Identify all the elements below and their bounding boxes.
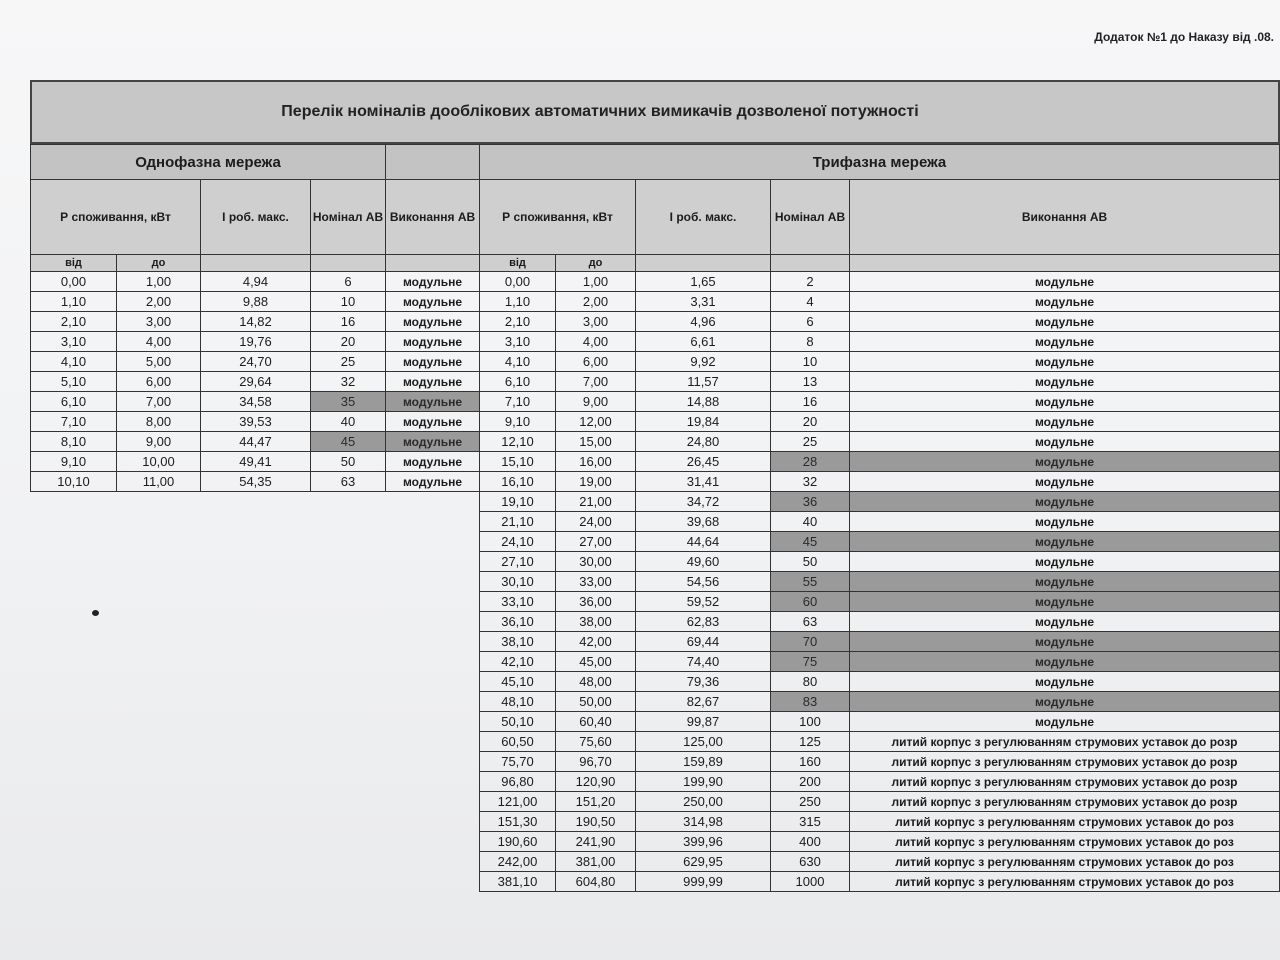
cell-nom: 1000	[771, 872, 850, 892]
cell-exec: модульне	[850, 572, 1280, 592]
cell-exec: модульне	[386, 312, 480, 332]
single-col-p: Р споживання, кВт	[31, 180, 201, 255]
cell-nom: 315	[771, 812, 850, 832]
table-row	[480, 752, 1280, 772]
three-sub-gap	[850, 255, 1280, 272]
table-row	[480, 632, 1280, 652]
cell-exec: модульне	[850, 272, 1280, 292]
cell-nom: 63	[311, 472, 386, 492]
table-row	[480, 612, 1280, 632]
table-row	[480, 532, 1280, 552]
cell-i: 125,00	[636, 732, 771, 752]
cell-nom: 2	[771, 272, 850, 292]
cell-to: 2,00	[556, 292, 636, 312]
cell-to: 6,00	[117, 372, 201, 392]
cell-i: 54,56	[636, 572, 771, 592]
single-col-exec: Виконання АВ	[386, 180, 480, 255]
cell-from: 3,10	[31, 332, 117, 352]
cell-exec: литий корпус з регулюванням струмових уставок до роз	[850, 812, 1280, 832]
cell-exec: модульне	[386, 272, 480, 292]
cell-from: 4,10	[31, 352, 117, 372]
cell-to: 4,00	[117, 332, 201, 352]
cell-from: 3,10	[480, 332, 556, 352]
cell-from: 7,10	[31, 412, 117, 432]
cell-i: 1,65	[636, 272, 771, 292]
cell-nom: 70	[771, 632, 850, 652]
three-col-from: від	[480, 255, 556, 272]
cell-nom: 6	[771, 312, 850, 332]
cell-to: 60,40	[556, 712, 636, 732]
table-row	[31, 472, 480, 492]
cell-exec: модульне	[386, 412, 480, 432]
cell-nom: 250	[771, 792, 850, 812]
cell-nom: 50	[311, 452, 386, 472]
cell-from: 1,10	[31, 292, 117, 312]
cell-nom: 40	[771, 512, 850, 532]
cell-exec: модульне	[850, 672, 1280, 692]
cell-to: 42,00	[556, 632, 636, 652]
cell-nom: 13	[771, 372, 850, 392]
single-col-i: І роб. макс.	[201, 180, 311, 255]
cell-from: 2,10	[480, 312, 556, 332]
cell-exec: литий корпус з регулюванням струмових уставок до розр	[850, 772, 1280, 792]
cell-exec: литий корпус з регулюванням струмових уставок до розр	[850, 732, 1280, 752]
cell-exec: модульне	[850, 712, 1280, 732]
cell-to: 2,00	[117, 292, 201, 312]
table-row	[480, 272, 1280, 292]
table-row	[31, 372, 480, 392]
table-row	[480, 732, 1280, 752]
cell-from: 12,10	[480, 432, 556, 452]
cell-exec: литий корпус з регулюванням струмових уставок до розр	[850, 752, 1280, 772]
cell-exec: модульне	[850, 312, 1280, 332]
table-row	[480, 812, 1280, 832]
cell-i: 4,96	[636, 312, 771, 332]
table-row	[480, 652, 1280, 672]
cell-exec: модульне	[850, 472, 1280, 492]
cell-nom: 20	[771, 412, 850, 432]
table-row	[480, 712, 1280, 732]
cell-from: 6,10	[480, 372, 556, 392]
three-phase-rows	[480, 272, 1280, 892]
cell-nom: 16	[311, 312, 386, 332]
cell-i: 629,95	[636, 852, 771, 872]
table-row	[31, 332, 480, 352]
cell-exec: модульне	[850, 592, 1280, 612]
cell-exec: модульне	[386, 372, 480, 392]
cell-from: 16,10	[480, 472, 556, 492]
cell-nom: 630	[771, 852, 850, 872]
table-row	[31, 412, 480, 432]
cell-i: 54,35	[201, 472, 311, 492]
cell-from: 60,50	[480, 732, 556, 752]
cell-to: 16,00	[556, 452, 636, 472]
single-col-nom: Номінал АВ	[311, 180, 386, 255]
cell-nom: 36	[771, 492, 850, 512]
cell-exec: литий корпус з регулюванням струмових уставок до розр	[850, 792, 1280, 812]
cell-exec: модульне	[850, 432, 1280, 452]
cell-from: 24,10	[480, 532, 556, 552]
table-row	[31, 392, 480, 412]
three-col-i: І роб. макс.	[636, 180, 771, 255]
cell-nom: 28	[771, 452, 850, 472]
cell-from: 36,10	[480, 612, 556, 632]
table-row	[480, 352, 1280, 372]
cell-i: 24,80	[636, 432, 771, 452]
cell-from: 42,10	[480, 652, 556, 672]
cell-i: 39,68	[636, 512, 771, 532]
three-sub-gap	[771, 255, 850, 272]
cell-from: 33,10	[480, 592, 556, 612]
cell-from: 8,10	[31, 432, 117, 452]
cell-exec: модульне	[850, 692, 1280, 712]
cell-exec: модульне	[850, 512, 1280, 532]
table-row	[480, 472, 1280, 492]
cell-to: 7,00	[117, 392, 201, 412]
cell-exec: литий корпус з регулюванням струмових уставок до роз	[850, 852, 1280, 872]
table-row	[480, 512, 1280, 532]
cell-from: 30,10	[480, 572, 556, 592]
cell-nom: 35	[311, 392, 386, 412]
cell-from: 38,10	[480, 632, 556, 652]
cell-to: 9,00	[556, 392, 636, 412]
cell-to: 151,20	[556, 792, 636, 812]
cell-to: 24,00	[556, 512, 636, 532]
single-sub-gap	[386, 255, 480, 272]
cell-from: 9,10	[31, 452, 117, 472]
three-phase-table	[479, 144, 1280, 892]
cell-from: 151,30	[480, 812, 556, 832]
cell-to: 7,00	[556, 372, 636, 392]
three-col-nom: Номінал АВ	[771, 180, 850, 255]
cell-exec: литий корпус з регулюванням струмових уставок до роз	[850, 872, 1280, 892]
cell-i: 14,82	[201, 312, 311, 332]
cell-to: 9,00	[117, 432, 201, 452]
cell-i: 999,99	[636, 872, 771, 892]
cell-exec: модульне	[850, 352, 1280, 372]
cell-from: 48,10	[480, 692, 556, 712]
cell-from: 190,60	[480, 832, 556, 852]
table-row	[480, 552, 1280, 572]
cell-i: 99,87	[636, 712, 771, 732]
three-col-p: Р споживання, кВт	[480, 180, 636, 255]
cell-i: 31,41	[636, 472, 771, 492]
cell-from: 9,10	[480, 412, 556, 432]
table-row	[480, 832, 1280, 852]
cell-to: 38,00	[556, 612, 636, 632]
table-row	[480, 312, 1280, 332]
cell-to: 45,00	[556, 652, 636, 672]
cell-i: 26,45	[636, 452, 771, 472]
cell-exec: модульне	[850, 632, 1280, 652]
cell-to: 75,60	[556, 732, 636, 752]
single-col-from: від	[31, 255, 117, 272]
cell-nom: 45	[771, 532, 850, 552]
cell-nom: 50	[771, 552, 850, 572]
cell-i: 62,83	[636, 612, 771, 632]
single-sub-gap	[311, 255, 386, 272]
cell-to: 3,00	[556, 312, 636, 332]
cell-i: 399,96	[636, 832, 771, 852]
cell-nom: 4	[771, 292, 850, 312]
cell-to: 10,00	[117, 452, 201, 472]
cell-to: 381,00	[556, 852, 636, 872]
table-row	[480, 292, 1280, 312]
single-phase-heading: Однофазна мережа	[31, 145, 386, 180]
table-row	[31, 292, 480, 312]
three-phase-heading: Трифазна мережа	[480, 145, 1280, 180]
table-row	[31, 432, 480, 452]
cell-to: 33,00	[556, 572, 636, 592]
cell-from: 2,10	[31, 312, 117, 332]
table-row	[31, 312, 480, 332]
title-box	[30, 80, 1280, 144]
cell-nom: 75	[771, 652, 850, 672]
three-col-to: до	[556, 255, 636, 272]
table-row	[480, 592, 1280, 612]
table-row	[31, 272, 480, 292]
table-row	[480, 772, 1280, 792]
table-row	[480, 672, 1280, 692]
cell-i: 6,61	[636, 332, 771, 352]
cell-i: 9,88	[201, 292, 311, 312]
cell-to: 3,00	[117, 312, 201, 332]
cell-i: 82,67	[636, 692, 771, 712]
cell-i: 314,98	[636, 812, 771, 832]
table-row	[480, 452, 1280, 472]
cell-exec: модульне	[386, 472, 480, 492]
cell-nom: 63	[771, 612, 850, 632]
cell-exec: модульне	[850, 332, 1280, 352]
cell-to: 241,90	[556, 832, 636, 852]
cell-from: 1,10	[480, 292, 556, 312]
cell-i: 44,47	[201, 432, 311, 452]
cell-to: 30,00	[556, 552, 636, 572]
cell-exec: модульне	[386, 452, 480, 472]
cell-from: 50,10	[480, 712, 556, 732]
cell-nom: 32	[771, 472, 850, 492]
table-row	[480, 492, 1280, 512]
cell-exec: модульне	[850, 612, 1280, 632]
cell-from: 45,10	[480, 672, 556, 692]
cell-to: 15,00	[556, 432, 636, 452]
cell-from: 15,10	[480, 452, 556, 472]
cell-from: 7,10	[480, 392, 556, 412]
table-row	[31, 452, 480, 472]
single-phase-table	[30, 144, 480, 492]
cell-nom: 125	[771, 732, 850, 752]
table-row	[480, 852, 1280, 872]
cell-i: 11,57	[636, 372, 771, 392]
cell-to: 50,00	[556, 692, 636, 712]
cell-nom: 16	[771, 392, 850, 412]
table-row	[480, 372, 1280, 392]
cell-i: 250,00	[636, 792, 771, 812]
cell-to: 1,00	[556, 272, 636, 292]
cell-exec: литий корпус з регулюванням струмових уставок до роз	[850, 832, 1280, 852]
cell-i: 9,92	[636, 352, 771, 372]
cell-nom: 83	[771, 692, 850, 712]
cell-from: 10,10	[31, 472, 117, 492]
cell-to: 190,50	[556, 812, 636, 832]
single-col-to: до	[117, 255, 201, 272]
single-phase-heading-gap	[386, 145, 480, 180]
cell-exec: модульне	[386, 392, 480, 412]
three-col-exec: Виконання АВ	[850, 180, 1280, 255]
cell-i: 49,41	[201, 452, 311, 472]
cell-i: 74,40	[636, 652, 771, 672]
cell-from: 4,10	[480, 352, 556, 372]
annex-reference: Додаток №1 до Наказу від .08.	[1094, 30, 1274, 44]
cell-exec: модульне	[850, 492, 1280, 512]
cell-nom: 20	[311, 332, 386, 352]
cell-exec: модульне	[386, 332, 480, 352]
cell-i: 79,36	[636, 672, 771, 692]
cell-exec: модульне	[850, 552, 1280, 572]
cell-from: 121,00	[480, 792, 556, 812]
cell-to: 604,80	[556, 872, 636, 892]
cell-i: 19,76	[201, 332, 311, 352]
cell-to: 120,90	[556, 772, 636, 792]
cell-nom: 100	[771, 712, 850, 732]
cell-from: 242,00	[480, 852, 556, 872]
cell-from: 0,00	[480, 272, 556, 292]
cell-nom: 160	[771, 752, 850, 772]
cell-nom: 45	[311, 432, 386, 452]
cell-from: 0,00	[31, 272, 117, 292]
cell-to: 11,00	[117, 472, 201, 492]
cell-exec: модульне	[850, 292, 1280, 312]
cell-exec: модульне	[850, 412, 1280, 432]
cell-exec: модульне	[386, 292, 480, 312]
cell-exec: модульне	[850, 392, 1280, 412]
cell-exec: модульне	[850, 652, 1280, 672]
cell-to: 48,00	[556, 672, 636, 692]
cell-to: 27,00	[556, 532, 636, 552]
cell-i: 199,90	[636, 772, 771, 792]
cell-nom: 10	[771, 352, 850, 372]
cell-nom: 25	[311, 352, 386, 372]
table-row	[480, 412, 1280, 432]
cell-nom: 40	[311, 412, 386, 432]
cell-i: 49,60	[636, 552, 771, 572]
cell-to: 96,70	[556, 752, 636, 772]
cell-i: 39,53	[201, 412, 311, 432]
cell-i: 3,31	[636, 292, 771, 312]
cell-nom: 200	[771, 772, 850, 792]
cell-nom: 25	[771, 432, 850, 452]
single-sub-gap	[201, 255, 311, 272]
cell-nom: 8	[771, 332, 850, 352]
cell-to: 6,00	[556, 352, 636, 372]
cell-to: 4,00	[556, 332, 636, 352]
three-sub-gap	[636, 255, 771, 272]
ink-spot	[92, 610, 99, 616]
cell-to: 19,00	[556, 472, 636, 492]
cell-i: 24,70	[201, 352, 311, 372]
cell-nom: 6	[311, 272, 386, 292]
cell-from: 6,10	[31, 392, 117, 412]
cell-from: 5,10	[31, 372, 117, 392]
cell-exec: модульне	[850, 372, 1280, 392]
cell-from: 96,80	[480, 772, 556, 792]
single-phase-rows	[31, 272, 480, 492]
table-row	[480, 332, 1280, 352]
table-row	[480, 692, 1280, 712]
cell-i: 19,84	[636, 412, 771, 432]
cell-exec: модульне	[386, 432, 480, 452]
table-row	[480, 572, 1280, 592]
cell-to: 1,00	[117, 272, 201, 292]
cell-nom: 10	[311, 292, 386, 312]
cell-i: 34,72	[636, 492, 771, 512]
document-title: Перелік номіналів дооблікових автоматичних вимикачів дозволеної потужності	[281, 103, 919, 120]
cell-from: 19,10	[480, 492, 556, 512]
cell-nom: 32	[311, 372, 386, 392]
cell-to: 5,00	[117, 352, 201, 372]
cell-nom: 400	[771, 832, 850, 852]
cell-i: 14,88	[636, 392, 771, 412]
cell-i: 34,58	[201, 392, 311, 412]
cell-to: 21,00	[556, 492, 636, 512]
cell-i: 44,64	[636, 532, 771, 552]
cell-from: 21,10	[480, 512, 556, 532]
cell-i: 4,94	[201, 272, 311, 292]
cell-i: 159,89	[636, 752, 771, 772]
cell-from: 27,10	[480, 552, 556, 572]
table-row	[480, 392, 1280, 412]
cell-exec: модульне	[850, 532, 1280, 552]
table-row	[31, 352, 480, 372]
cell-to: 12,00	[556, 412, 636, 432]
cell-i: 69,44	[636, 632, 771, 652]
cell-from: 75,70	[480, 752, 556, 772]
cell-i: 59,52	[636, 592, 771, 612]
cell-i: 29,64	[201, 372, 311, 392]
cell-nom: 55	[771, 572, 850, 592]
table-row	[480, 432, 1280, 452]
cell-nom: 80	[771, 672, 850, 692]
cell-exec: модульне	[386, 352, 480, 372]
cell-nom: 60	[771, 592, 850, 612]
cell-to: 36,00	[556, 592, 636, 612]
table-row	[480, 792, 1280, 812]
table-row	[480, 872, 1280, 892]
cell-from: 381,10	[480, 872, 556, 892]
cell-to: 8,00	[117, 412, 201, 432]
cell-exec: модульне	[850, 452, 1280, 472]
